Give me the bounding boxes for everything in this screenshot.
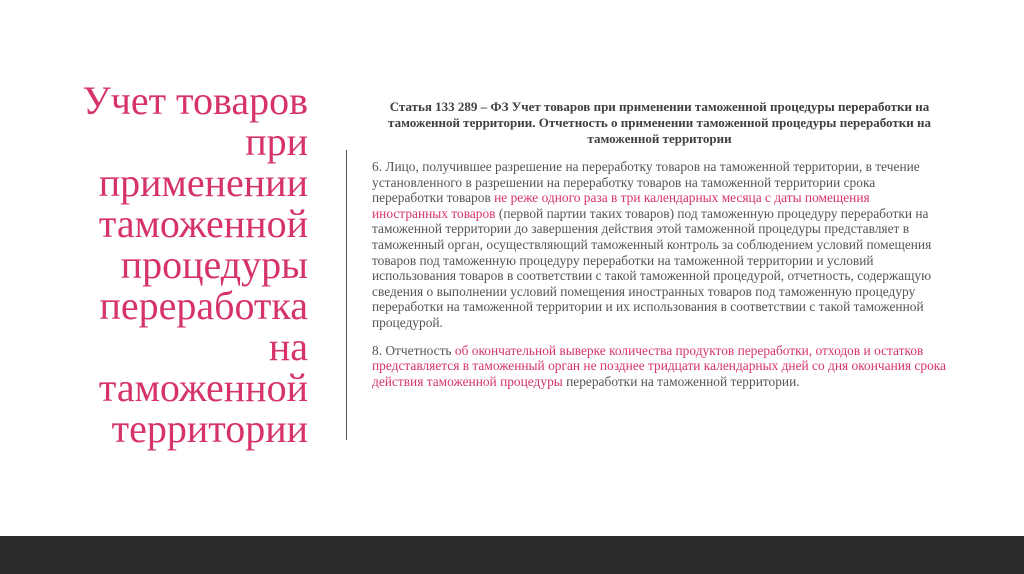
title-line: таможенной	[98, 201, 308, 246]
title-line: Учет товаров	[82, 78, 308, 123]
title-line: таможенной	[98, 365, 308, 410]
paragraph-8	[372, 343, 947, 390]
paragraph-6-highlight: не реже одного раза в три календарных месяца с даты помещения иностранных товаров	[372, 190, 870, 221]
title-line: применении	[98, 160, 308, 205]
paragraph-8-text-cont: переработки на таможенной территории.	[562, 373, 800, 389]
title-line: на	[268, 324, 308, 369]
paragraph-6-text-cont: (первой партии таких товаров) под таможенную процедуру переработки на таможенной территории до завершения действия этой таможенной процедуры представляет в таможенный орган, осуществляющий таможенный контроль за соблюдением условий помещения товаров под таможенную процедуру переработки на таможенной территории и условий использования товаров в соответствии с такой таможенной процедурой, отчетность, содержащую сведения о выполнении условий помещения иностранных товаров под таможенную процедуру переработки на таможенной территории и их использования в соответствии с такой таможенной процедурой.	[372, 205, 932, 330]
paragraph-8-text: 8. Отчетность	[372, 342, 455, 358]
article-heading: Статья 133 289 – ФЗ Учет товаров при применении таможенной процедуры переработки на таможенной территории. Отчетность о применении таможенной процедуры переработки на таможенной территории	[388, 99, 931, 146]
title-line: при	[245, 119, 308, 164]
title-line: территории	[111, 406, 308, 451]
slide-title	[40, 80, 308, 449]
paragraph-6-text: 6. Лицо, получившее разрешение на переработку товаров на таможенной территории, в течение установленного в разрешении на переработку товаров на таможенной территории срока переработки товаров	[372, 159, 920, 206]
paragraph-6	[372, 159, 947, 331]
title-line: процедуры	[120, 242, 308, 287]
title-line: переработка	[99, 283, 308, 328]
vertical-divider	[346, 150, 347, 440]
content-block	[372, 99, 947, 401]
paragraph-8-highlight: об окончательной выверке количества продуктов переработки, отходов и остатков представляется в таможенный орган не позднее тридцати календарных дней со дня окончания срока действия таможенной процедуры	[372, 342, 947, 389]
footer-bar	[0, 536, 1024, 574]
